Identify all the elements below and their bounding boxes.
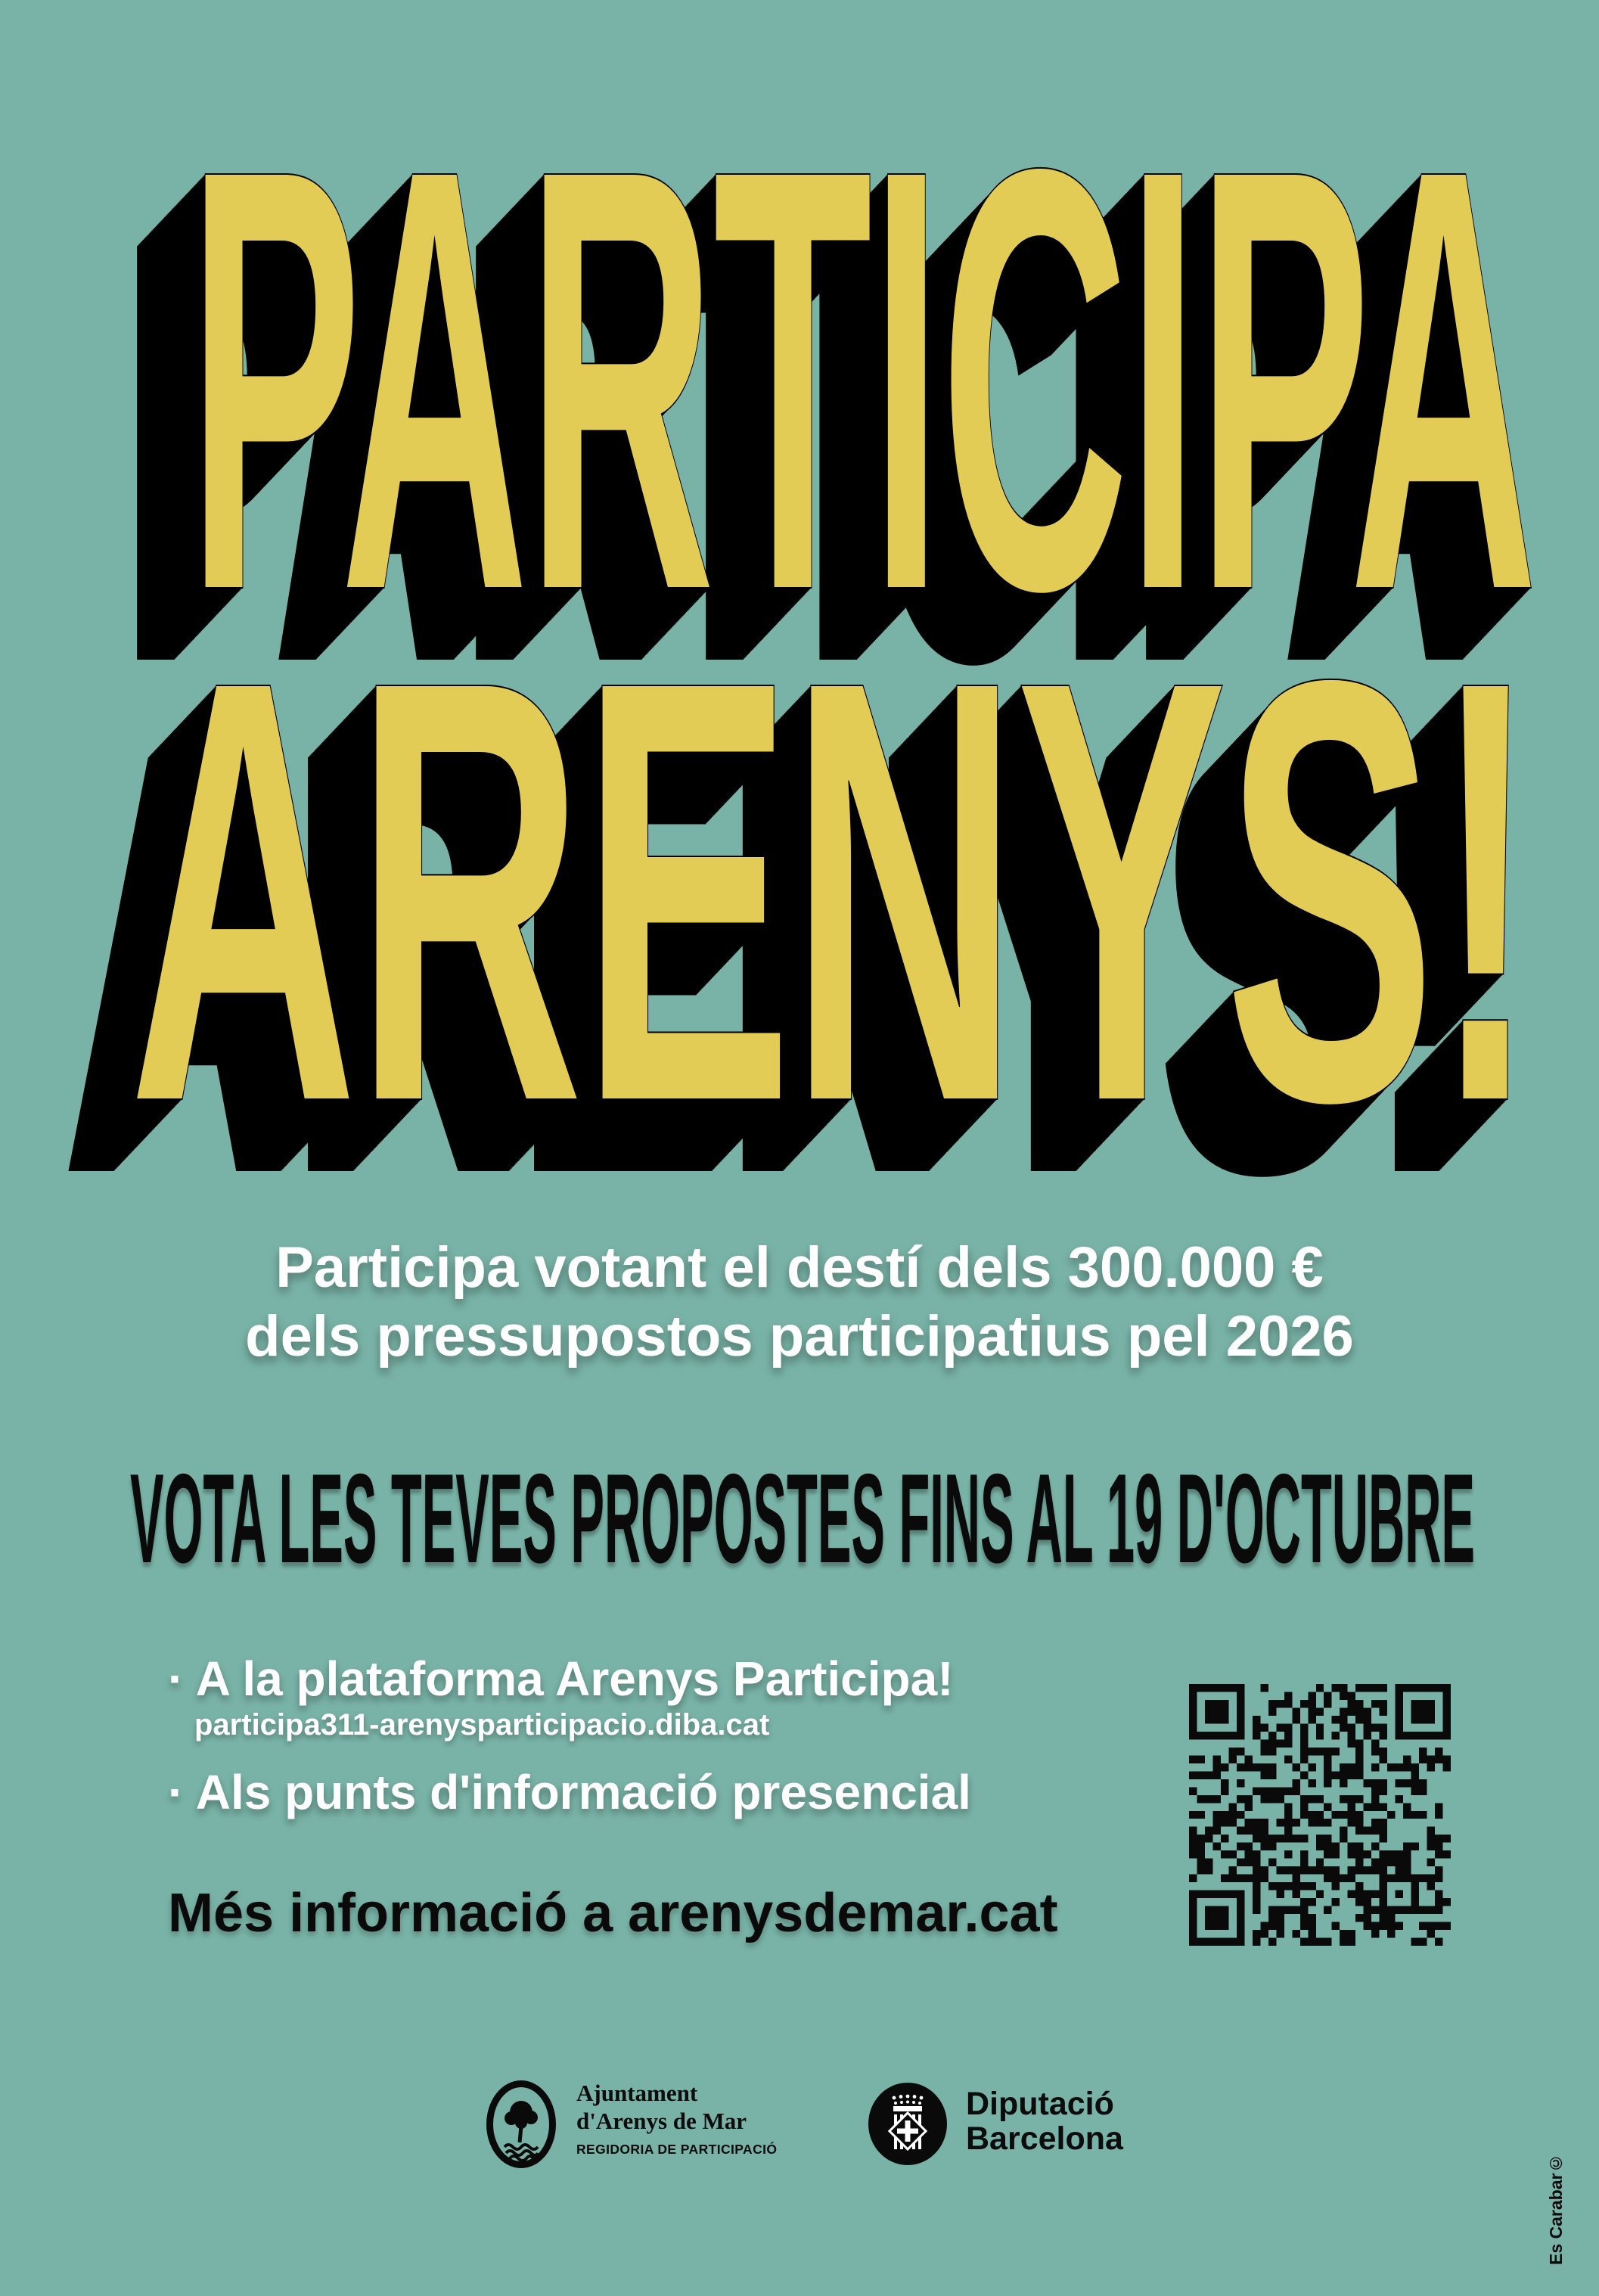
poster-title-line1: PARTICIPA <box>188 44 1535 716</box>
qr-code-graphic <box>1189 1684 1451 1946</box>
subtitle-line2: dels pressupostos participatius pel 2026 <box>245 1304 1354 1369</box>
subtitle-line1: Participa votant el destí dels 300.000 € <box>275 1235 1324 1300</box>
subtitle <box>0 1233 1599 1371</box>
diputacio-name-line1: Diputació <box>966 2086 1114 2122</box>
poster-title-line2: ARENYS! <box>129 555 1535 1227</box>
bullet-item-inperson-label: Als punts d'informació presencial <box>195 1765 971 1819</box>
qr-code <box>1189 1684 1451 1946</box>
diputacio-emblem-icon <box>868 2083 947 2165</box>
ajuntament-department: REGIDORIA DE PARTICIPACIÓ <box>576 2142 778 2157</box>
more-info-line: Més informació a arenysdemar.cat <box>168 1883 1058 1943</box>
bullet-item-platform <box>168 1651 954 1706</box>
ajuntament-name-line1: Ajuntament <box>576 2080 698 2106</box>
diputacio-barcelona-logo-icon <box>868 2083 947 2165</box>
bullet-dot: · <box>168 1651 185 1706</box>
bullet-dot: · <box>168 1765 185 1819</box>
ajuntament-name-line2: d'Arenys de Mar <box>576 2108 747 2134</box>
deadline-heading: VOTA LES TEVES PROPOSTES FINS AL 19 D'OCTUBRE <box>130 1447 1475 1589</box>
diputacio-name-line2: Barcelona <box>966 2120 1123 2157</box>
ajuntament-arenys-logo-icon <box>486 2080 556 2168</box>
bullet-item-platform-label: A la plataforma Arenys Participa! <box>195 1651 954 1706</box>
ajuntament-text-block <box>576 2079 777 2158</box>
diputacio-text-block <box>966 2086 1123 2156</box>
platform-url: participa311-arenysparticipacio.diba.cat <box>194 1708 770 1741</box>
bullet-item-inperson <box>168 1765 971 1819</box>
ajuntament-emblem-icon <box>486 2080 556 2168</box>
design-credit: Es Carabar© <box>1546 2153 1566 2265</box>
